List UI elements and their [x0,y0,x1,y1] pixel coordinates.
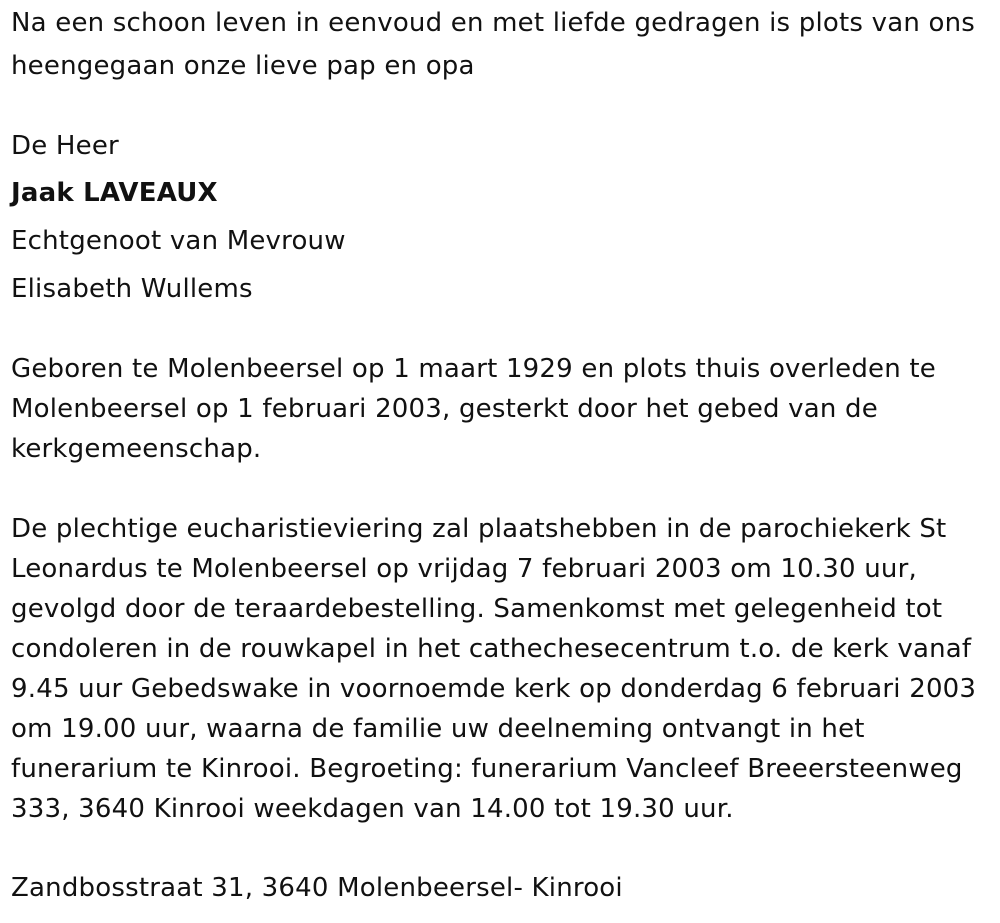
ceremony-line-4: condoleren in de rouwkapel in het cathechesecentrum t.o. de kerk vanaf [11,634,972,664]
birth-death-line-1: Geboren te Molenbeersel op 1 maart 1929 en plots thuis overleden te [11,354,936,384]
birth-death-line-3: kerkgemeenschap. [11,434,262,464]
ceremony-line-5: 9.45 uur Gebedswake in voornoemde kerk op donderdag 6 februari 2003 [11,674,977,704]
ceremony-line-1: De plechtige eucharistieviering zal plaatshebben in de parochiekerk St [11,514,947,544]
intro-line-1: Na een schoon leven in eenvoud en met liefde gedragen is plots van ons [11,8,976,38]
ceremony-line-7: funerarium te Kinrooi. Begroeting: funerarium Vancleef Breeersteenweg [11,754,963,784]
birth-death-line-2: Molenbeersel op 1 februari 2003, gesterkt door het gebed van de [11,394,878,424]
home-address: Zandbosstraat 31, 3640 Molenbeersel- Kinrooi [11,873,623,903]
spouse-name: Elisabeth Wullems [11,274,253,304]
intro-line-2: heengegaan onze lieve pap en opa [11,51,475,81]
deceased-name: Jaak LAVEAUX [11,178,218,208]
ceremony-line-2: Leonardus te Molenbeersel op vrijdag 7 februari 2003 om 10.30 uur, [11,554,917,584]
ceremony-line-8: 333, 3640 Kinrooi weekdagen van 14.00 tot 19.30 uur. [11,794,734,824]
ceremony-line-6: om 19.00 uur, waarna de familie uw deelneming ontvangt in het [11,714,865,744]
ceremony-line-3: gevolgd door de teraardebestelling. Samenkomst met gelegenheid tot [11,594,943,624]
honorific-title: De Heer [11,131,119,161]
relation-line: Echtgenoot van Mevrouw [11,226,346,256]
